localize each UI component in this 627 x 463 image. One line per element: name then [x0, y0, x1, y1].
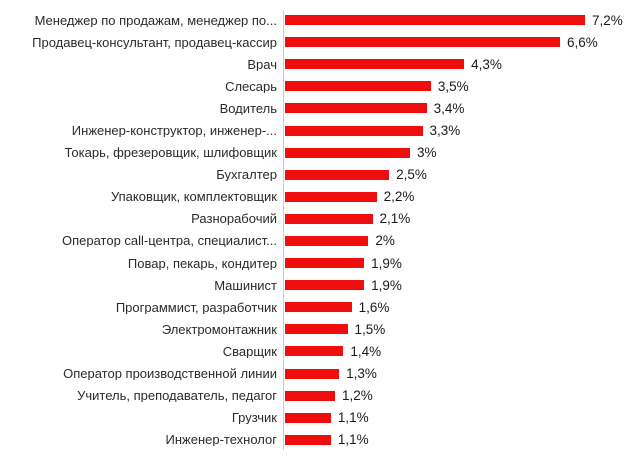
value-label: 3%: [417, 145, 437, 161]
category-label: Оператор производственной линии: [63, 367, 277, 381]
chart-row: [0, 31, 627, 53]
value-label: 3,4%: [433, 100, 465, 116]
bar-area: [280, 31, 627, 53]
category-label: Водитель: [219, 101, 277, 115]
bar: [285, 435, 331, 445]
value-label: 1,1%: [337, 432, 369, 448]
bar-area: [280, 53, 627, 75]
category-label: Менеджер по продажам, менеджер по...: [34, 13, 277, 27]
value-label: 1,4%: [350, 343, 382, 359]
bar-area: [280, 252, 627, 274]
bar: [285, 236, 368, 246]
bar: [285, 413, 331, 423]
chart-row: [0, 53, 627, 75]
bar: [285, 346, 343, 356]
chart-row: [0, 186, 627, 208]
chart-row: [0, 230, 627, 252]
category-label: Инженер-конструктор, инженер-...: [71, 124, 277, 138]
chart-row: [0, 340, 627, 362]
chart-row: [0, 274, 627, 296]
category-label: Врач: [247, 57, 277, 71]
value-label: 1,9%: [371, 277, 402, 293]
category-label: Грузчик: [231, 411, 277, 425]
bar: [285, 192, 377, 202]
bar-area: [280, 230, 627, 252]
bar-area: [280, 429, 627, 451]
category-label: Повар, пекарь, кондитер: [127, 256, 277, 270]
category-label: Разнорабочий: [191, 212, 277, 226]
chart-row: [0, 119, 627, 141]
value-label: 2,1%: [379, 211, 411, 227]
chart-row: [0, 75, 627, 97]
bar: [285, 324, 348, 334]
category-label: Инженер-технолог: [165, 433, 277, 447]
category-label: Учитель, преподаватель, педагог: [77, 389, 277, 403]
value-label: 4,3%: [471, 56, 502, 72]
value-label: 1,3%: [346, 366, 377, 382]
chart-row: [0, 363, 627, 385]
bar: [285, 103, 427, 113]
bar-area: [280, 164, 627, 186]
bar: [285, 59, 464, 69]
value-label: 2,5%: [396, 167, 427, 183]
bar-area: [280, 9, 627, 31]
category-label: Машинист: [214, 278, 277, 292]
chart-row: [0, 252, 627, 274]
bar-area: [280, 142, 627, 164]
chart-row: [0, 296, 627, 318]
chart-row: [0, 97, 627, 119]
chart-row: [0, 385, 627, 407]
category-label: Упаковщик, комплектовщик: [110, 190, 277, 204]
chart-row: [0, 9, 627, 31]
bar: [285, 81, 431, 91]
value-label: 3,5%: [437, 78, 469, 94]
category-label: Продавец-консультант, продавец-кассир: [32, 35, 277, 49]
value-label: 1,5%: [354, 321, 386, 337]
bar-area: [280, 318, 627, 340]
bar-area: [280, 407, 627, 429]
category-label: Бухгалтер: [216, 168, 277, 182]
bar: [285, 170, 389, 180]
bar-area: [280, 186, 627, 208]
chart-row: [0, 142, 627, 164]
chart-row: [0, 318, 627, 340]
value-label: 2%: [375, 233, 395, 249]
bar: [285, 302, 352, 312]
bar: [285, 214, 373, 224]
bar: [285, 37, 560, 47]
value-label: 1,1%: [337, 410, 369, 426]
bar-area: [280, 385, 627, 407]
bar: [285, 15, 585, 25]
bar-area: [280, 340, 627, 362]
category-label: Программист, разработчик: [115, 300, 277, 314]
chart-row: [0, 429, 627, 451]
value-label: 7,2%: [592, 12, 623, 28]
category-label: Сварщик: [222, 344, 277, 358]
bar-area: [280, 274, 627, 296]
value-label: 2,2%: [383, 189, 415, 205]
bar-area: [280, 75, 627, 97]
bar-area: [280, 208, 627, 230]
category-label: Слесарь: [225, 79, 277, 93]
bar: [285, 369, 339, 379]
chart-row: [0, 407, 627, 429]
value-label: 6,6%: [567, 34, 598, 50]
value-label: 1,9%: [371, 255, 402, 271]
bar: [285, 280, 364, 290]
bar: [285, 148, 410, 158]
bar: [285, 258, 364, 268]
category-label: Электромонтажник: [161, 322, 277, 336]
chart-row: [0, 164, 627, 186]
chart-row: [0, 208, 627, 230]
bar-area: [280, 363, 627, 385]
value-label: 1,2%: [342, 388, 373, 404]
value-label: 3,3%: [429, 123, 461, 139]
value-label: 1,6%: [358, 299, 390, 315]
chart-rows: [0, 9, 627, 451]
bar-area: [280, 97, 627, 119]
bar-area: [280, 119, 627, 141]
bar: [285, 391, 335, 401]
bar-area: [280, 296, 627, 318]
category-label: Оператор call-центра, специалист...: [61, 234, 277, 248]
category-label: Токарь, фрезеровщик, шлифовщик: [64, 146, 277, 160]
bar: [285, 126, 423, 136]
